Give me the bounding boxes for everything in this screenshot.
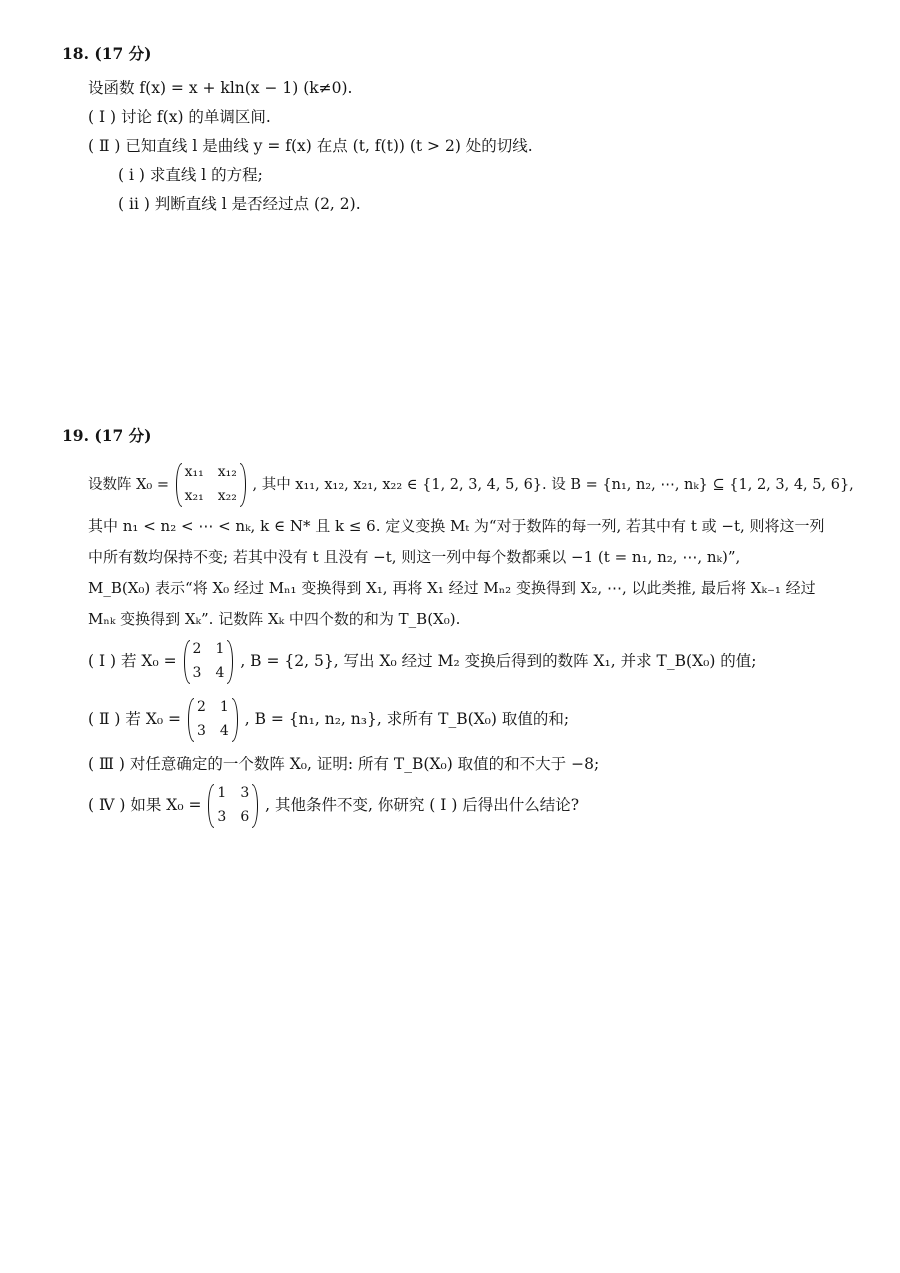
q19-line1 — [88, 461, 854, 509]
q19-part1-suffix: , B = {2, 5}, 写出 X₀ 经过 M₂ 变换后得到的数阵 X₁, 并求 T_B(X₀) 的值; — [240, 652, 757, 670]
part1-matrix — [184, 640, 234, 684]
q18-part2-i: ( ⅰ ) 求直线 l 的方程; — [118, 166, 263, 184]
matrix-cell: 4 — [219, 723, 229, 739]
matrix-cell: 3 — [192, 665, 202, 681]
q19-part4-suffix: , 其他条件不变, 你研究 ( Ⅰ ) 后得出什么结论? — [265, 796, 580, 814]
matrix-cell: 1 — [217, 785, 227, 801]
q18-part2-ii: ( ⅱ ) 判断直线 l 是否经过点 (2, 2). — [118, 195, 361, 213]
q19-part1 — [88, 636, 757, 686]
q19-line5: Mₙₖ 变换得到 Xₖ”. 记数阵 Xₖ 中四个数的和为 T_B(X₀). — [88, 610, 461, 628]
matrix-cell: 3 — [196, 723, 206, 739]
q19-part4 — [88, 780, 579, 830]
matrix-cell: 4 — [215, 665, 225, 681]
q18-part1: ( Ⅰ ) 讨论 f(x) 的单调区间. — [88, 108, 271, 126]
q19-line2: 其中 n₁ < n₂ < ⋯ < nₖ, k ∈ N* 且 k ≤ 6. 定义变换 Mₜ 为“对于数阵的每一列, 若其中有 t 或 −t, 则将这一列 — [88, 517, 825, 535]
q19-part2 — [88, 694, 569, 744]
q19-part2-prefix: ( Ⅱ ) 若 X₀ = — [88, 710, 182, 728]
matrix-cell: 3 — [217, 809, 227, 825]
q19-line3: 中所有数均保持不变; 若其中没有 t 且没有 −t, 则这一列中每个数都乘以 −1 (t = n₁, n₂, ⋯, nₖ)”, — [88, 548, 741, 566]
matrix-cell: 2 — [192, 641, 202, 657]
matrix-cell: 3 — [240, 785, 250, 801]
matrix-cell: 1 — [219, 699, 229, 715]
part4-matrix — [208, 784, 258, 828]
matrix-cell: x₂₂ — [217, 488, 237, 504]
x0-matrix — [176, 463, 246, 507]
q19-line4: M_B(X₀) 表示“将 X₀ 经过 Mₙ₁ 变换得到 X₁, 再将 X₁ 经过 Mₙ₂ 变换得到 X₂, ⋯, 以此类推, 最后将 Xₖ₋₁ 经过 — [88, 579, 816, 597]
q18-header: 18. (17 分) — [62, 44, 152, 63]
part2-matrix — [188, 698, 238, 742]
matrix-cell: x₂₁ — [184, 488, 204, 504]
q19-part4-prefix: ( Ⅳ ) 如果 X₀ = — [88, 796, 202, 814]
q19-part1-prefix: ( Ⅰ ) 若 X₀ = — [88, 652, 177, 670]
q19-header: 19. (17 分) — [62, 426, 152, 445]
q19-part2-suffix: , B = {n₁, n₂, n₃}, 求所有 T_B(X₀) 取值的和; — [244, 710, 570, 728]
q19-part3: ( Ⅲ ) 对任意确定的一个数阵 X₀, 证明: 所有 T_B(X₀) 取值的和不大于 −8; — [88, 755, 600, 773]
q18-part2: ( Ⅱ ) 已知直线 l 是曲线 y = f(x) 在点 (t, f(t)) (t > 2) 处的切线. — [88, 137, 533, 155]
matrix-cell: 1 — [215, 641, 225, 657]
matrix-cell: x₁₁ — [184, 464, 204, 480]
q18-stem: 设函数 f(x) = x + kln(x − 1) (k≠0). — [88, 79, 353, 97]
matrix-cell: 2 — [196, 699, 206, 715]
q19-line1-prefix: 设数阵 X₀ = — [88, 477, 170, 493]
matrix-cell: x₁₂ — [217, 464, 237, 480]
q19-line1-suffix: , 其中 x₁₁, x₁₂, x₂₁, x₂₂ ∈ {1, 2, 3, 4, 5, 6}. 设 B = {n₁, n₂, ⋯, nₖ} ⊆ {1, 2, 3, 4, 5, 6}, — [252, 477, 854, 493]
matrix-cell: 6 — [240, 809, 250, 825]
